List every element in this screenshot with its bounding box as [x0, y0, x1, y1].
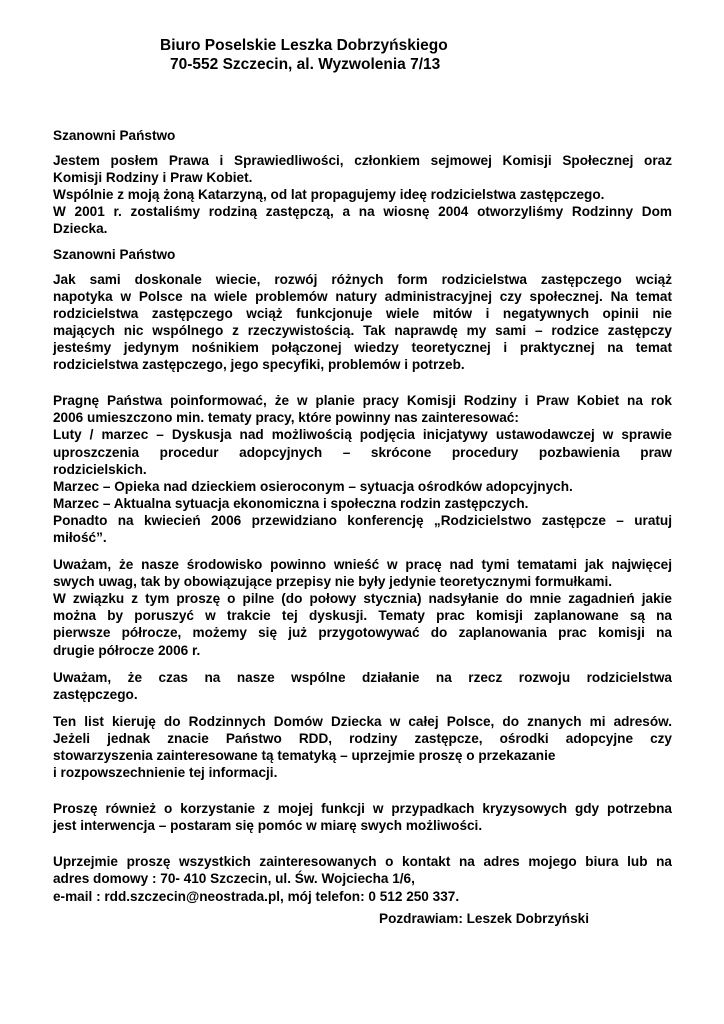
text-line: zastępczego.	[53, 686, 138, 702]
text-line: miłość”.	[53, 529, 107, 545]
text-line: mających nic wspólnego z rzeczywistością. Tak naprawdę my sami – rodzice zastępczy	[53, 322, 672, 338]
paragraph-committee-plan	[53, 392, 672, 546]
text-line: Luty / marzec – Dyskusja nad możliwością podjęcia inicjatywy ustawodawczej w sprawie	[53, 427, 672, 443]
text-line: Proszę również o korzystanie z mojej funkcji w przypadkach kryzysowych gdy potrzebna	[53, 801, 672, 817]
text-line: Uważam, że nasze środowisko powinno wnieść w pracę nad tymi tematami jak najwięcej	[53, 557, 672, 573]
text-line: stowarzyszenia zainteresowane tą tematyką – uprzejmie proszę o przekazanie	[53, 748, 556, 763]
text-line: można by poruszyć w trakcie tej dyskusji. Tematy prac komisji zaplanowane są na	[53, 608, 672, 624]
text-line: W 2001 r. zostaliśmy rodziną zastępczą, a na wiosnę 2004 otworzyliśmy Rodzinny Dom	[53, 204, 672, 220]
letterhead-address: 70-552 Szczecin, al. Wyzwolenia 7/13	[170, 56, 441, 73]
paragraph-time	[53, 669, 672, 703]
text-line: adres domowy : 70- 410 Szczecin, ul. Św. Wojciecha 1/6,	[53, 871, 415, 887]
text-line: jesteśmy jedynym nośnikiem połączonej wiedzy teoretycznej i praktycznej na temat	[53, 340, 672, 356]
text-line: drugie półrocze 2006 r.	[53, 642, 201, 658]
text-line: Ponadto na kwiecień 2006 przewidziano konferencję „Rodzicielstwo zastępcze – uratuj	[53, 512, 672, 528]
text-line: Jestem posłem Prawa i Sprawiedliwości, członkiem sejmowej Komisji Społecznej oraz	[53, 153, 672, 169]
text-line: Wspólnie z moją żoną Katarzyną, od lat propagujemy ideę rodzicielstwa zastępczego.	[53, 187, 605, 203]
salutation: Szanowni Państwo	[53, 128, 176, 143]
text-line: swych uwag, tak by obowiązujące przepisy nie były jedynie teoretycznymi formułkami.	[53, 574, 613, 590]
text-line: Marzec – Opieka nad dzieckiem osieroconym – sytuacja ośrodków adopcyjnych.	[53, 478, 573, 494]
paragraph-contact	[53, 853, 672, 904]
text-line: Dziecka.	[53, 221, 108, 237]
text-line: Jak sami doskonale wiecie, rozwój różnych form rodzicielstwa zastępczego wciąż	[53, 271, 672, 287]
paragraph-intro	[53, 152, 672, 237]
signature: Pozdrawiam: Leszek Dobrzyński	[379, 911, 590, 926]
text-line: Komisji Rodziny i Praw Kobiet.	[53, 170, 253, 186]
text-line: uproszczenia procedur adopcyjnych – skrócone procedury pozbawienia praw	[53, 444, 672, 460]
text-line: Ten list kieruję do Rodzinnych Domów Dziecka w całej Polsce, do znanych mi adresów.	[53, 713, 672, 729]
letterhead-office-name: Biuro Poselskie Leszka Dobrzyńskiego	[160, 37, 448, 54]
text-line: Jeżeli jednak znacie Państwo RDD, rodziny zastępcze, ośrodki adopcyjne czy	[53, 730, 672, 746]
text-line: rodzicielstwa zastępczego, jego specyfiki, problemów i potrzeb.	[53, 357, 465, 373]
text-line: pierwsze półrocze, możemy się już przygotowywać do zaplanowania prac komisji na	[53, 625, 672, 641]
letter-body	[53, 127, 672, 905]
paragraph-problems	[53, 271, 672, 374]
paragraph-rdd	[53, 713, 672, 781]
text-line: jest interwencja – postaram się pomóc w miarę swych możliwości.	[53, 818, 483, 834]
salutation: Szanowni Państwo	[53, 246, 176, 262]
paragraph-crisis	[53, 800, 672, 834]
text-line: rodzicielstwa zastępczego wciąż funkcjonuje wiele mitów i negatywnych opinii nie	[53, 305, 672, 321]
text-line: W związku z tym proszę o pilne (do połowy stycznia) nadsyłanie do mnie zagadnień jakie	[53, 591, 672, 607]
text-line: 2006 umieszczono min. tematy pracy, które powinny nas zainteresować:	[53, 410, 519, 426]
text-line: napotyka w Polsce na wiele problemów natury administracyjnej czy społecznej. Na temat	[53, 288, 672, 304]
text-line: Marzec – Aktualna sytuacja ekonomiczna i społeczna rodzin zastępczych.	[53, 495, 529, 511]
text-line: Uprzejmie proszę wszystkich zainteresowanych o kontakt na adres mojego biura lub na	[53, 854, 672, 870]
paragraph-efforts	[53, 556, 672, 659]
text-line: rodzicielskich.	[53, 461, 147, 477]
text-line: e-mail : rdd.szczecin@neostrada.pl, mój telefon: 0 512 250 337.	[53, 888, 460, 904]
text-line: Uważam, że czas na nasze wspólne działanie na rzecz rozwoju rodzicielstwa	[53, 669, 672, 685]
text-line: i rozpowszechnienie tej informacji.	[53, 765, 278, 781]
text-line: Pragnę Państwa poinformować, że w planie pracy Komisji Rodziny i Praw Kobiet na rok	[53, 393, 672, 409]
letterhead	[150, 36, 510, 74]
